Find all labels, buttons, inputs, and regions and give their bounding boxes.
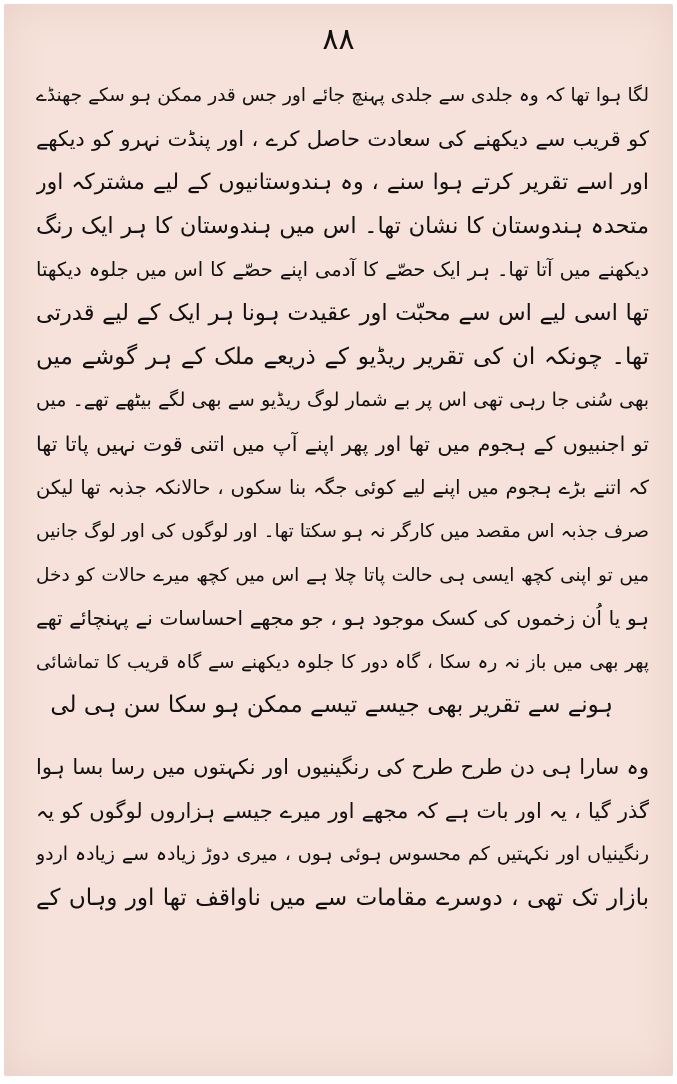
text-line: کو قریب سے دیکھنے کی سعادت حاصل کرے ، اور پنڈت نہرو کو دیکھے (36, 126, 649, 151)
page-number: ۸۸ (322, 22, 355, 57)
text-line: پھر بھی میں باز نہ رہ سکا ، گاہ دور کا جلوہ دیکھنے سے گاہ قریب کا تماشائی (36, 651, 649, 673)
text-line: لگا ہوا تھا کہ وہ جلدی سے جلدی پہنچ جائے اور جس قدر ممکن ہو سکے جھنڈے (36, 85, 649, 106)
text-line: کہ اتنے بڑے ہجوم میں اپنے لیے کوئی جگہ بنا سکوں ، حالانکہ جذبہ تھا لیکن (36, 476, 649, 500)
book-page (4, 4, 673, 1076)
text-line: رنگینیاں اور نکہتیں کم محسوس ہوئی ہوں ، میری دوڑ زیادہ سے زیادہ اردو (36, 843, 649, 866)
body-text (36, 74, 649, 920)
text-line: دیکھنے میں آتا تھا۔ ہر ایک حصّے کا آدمی اپنے حصّے کا اس میں جلوہ دیکھتا (36, 258, 649, 282)
text-line: اور اسے تقریر کرتے ہوا سنے ، وہ ہندوستانیوں کے لیے مشترکہ اور (36, 170, 649, 196)
text-line: تھا اسی لیے اس سے محبّت اور عقیدت ہونا ہر ایک کے لیے قدرتی (36, 299, 649, 326)
text-line: میں تو اپنی کچھ ایسی ہی حالت پاتا چلا ہے اس میں کچھ میرے حالات کو دخل (36, 564, 649, 586)
text-line: تھا۔ چونکہ ان کی تقریر ریڈیو کے ذریعے ملک کے ہر گوشے میں (36, 343, 649, 370)
text-line: ہونے سے تقریر بھی جیسے تیسے ممکن ہو سکا سن ہی لی (50, 692, 613, 719)
text-line: بھی سُنی جا رہی تھی اس پر بے شمار لوگ ریڈیو سے بھی لگے بیٹھے تھے۔ میں (36, 389, 649, 412)
text-line: وہ سارا ہی دن طرح طرح کی رنگینیوں اور نکہتوں میں رسا بسا ہوا (36, 754, 649, 779)
text-line: تو اجنبیوں کے ہجوم میں تھا اور پھر اپنے آپ میں اتنی قوت نہیں پاتا تھا (36, 431, 649, 456)
text-line: ہو یا اُن زخموں کی کسک موجود ہو ، جو مجھے احساسات نے پہنچائے تھے (36, 606, 649, 631)
text-line: بازار تک تھی ، دوسرے مقامات سے میں ناواقف تھا اور وہاں کے (36, 884, 649, 911)
text-line: متحدہ ہندوستان کا نشان تھا۔ اس میں ہندوستان کا ہر ایک رنگ (36, 212, 649, 239)
text-line: صرف جذبہ اس مقصد میں کارگر نہ ہو سکتا تھا۔ اور لوگوں کی اور لوگ جانیں (36, 520, 649, 542)
text-line: گذر گیا ، یہ اور بات ہے کہ مجھے اور میرے جیسے ہزاروں لوگوں کو یہ (36, 798, 649, 823)
